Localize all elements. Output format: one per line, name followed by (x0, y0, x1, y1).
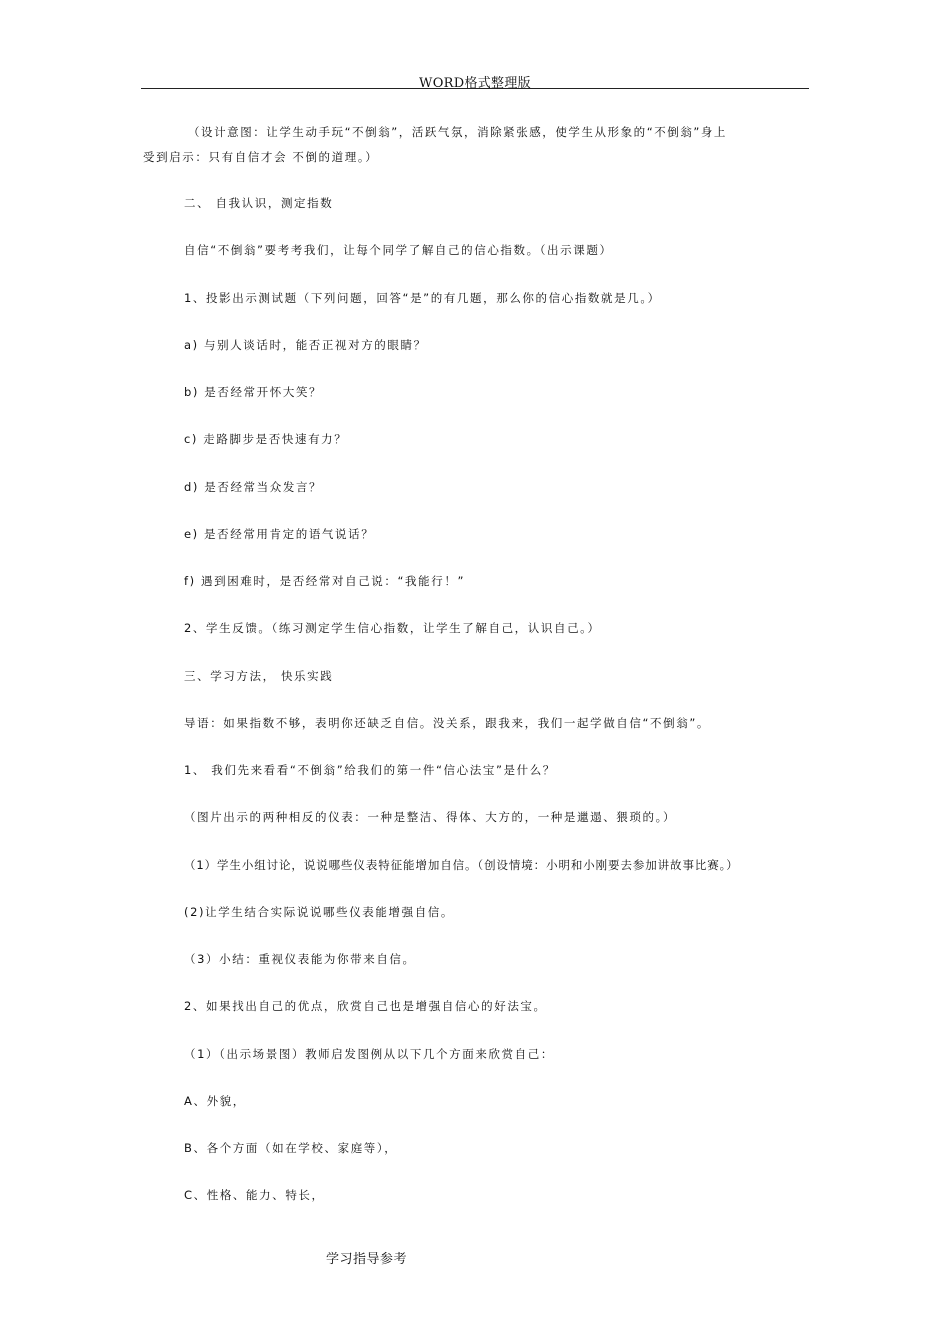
list-item: e) 是否经常用肯定的语气说话？ (184, 527, 375, 541)
text-line: 1、投影出示测试题（下列问题，回答“是”的有几题，那么你的信心指数就是几。） (184, 291, 661, 305)
list-item: d) 是否经常当众发言？ (184, 480, 323, 494)
list-item: f) 遇到困难时，是否经常对自己说：“我能行！” (184, 574, 466, 588)
text-line: （1）学生小组讨论，说说哪些仪表特征能增加自信。（创设情境：小明和小刚要去参加讲故事比赛。） (184, 858, 739, 872)
page-footer: 学习指导参考 (326, 1252, 408, 1267)
text-line: 受到启示：只有自信才会 不倒的道理。） (143, 150, 379, 164)
header-divider (141, 88, 809, 89)
text-line: 自信“不倒翁”要考考我们，让每个同学了解自己的信心指数。（出示课题） (184, 243, 613, 257)
text-line: （图片出示的两种相反的仪表：一种是整洁、得体、大方的，一种是邋遢、猥琐的。） (184, 810, 677, 824)
text-line: (2)让学生结合实际说说哪些仪表能增强自信。 (184, 905, 454, 919)
text-line: （设计意图：让学生动手玩“不倒翁”，活跃气氛，消除紧张感，使学生从形象的“不倒翁”身上 (188, 125, 727, 139)
text-line: 导语：如果指数不够，表明你还缺乏自信。没关系，跟我来，我们一起学做自信“不倒翁”。 (184, 716, 711, 730)
section-heading: 三、学习方法， 快乐实践 (184, 669, 334, 683)
text-line: 2、学生反馈。（练习测定学生信心指数，让学生了解自己，认识自己。） (184, 621, 601, 635)
page-header-title: WORD格式整理版 (419, 76, 531, 91)
list-item: b) 是否经常开怀大笑？ (184, 385, 323, 399)
list-item: c) 走路脚步是否快速有力？ (184, 432, 348, 446)
list-item: A、外貌， (184, 1094, 246, 1108)
text-line: 2、如果找出自己的优点，欣赏自己也是增强自信心的好法宝。 (184, 999, 547, 1013)
text-line: （1）（出示场景图）教师启发图例从以下几个方面来欣赏自己： (184, 1047, 554, 1061)
text-line: 1、 我们先来看看“不倒翁”给我们的第一件“信心法宝”是什么？ (184, 763, 556, 777)
section-heading: 二、 自我认识，测定指数 (184, 196, 334, 210)
list-item: B、各个方面（如在学校、家庭等）， (184, 1141, 398, 1155)
list-item: C、性格、能力、特长， (184, 1188, 325, 1202)
text-line: （3）小结：重视仪表能为你带来自信。 (184, 952, 416, 966)
list-item: a) 与别人谈话时，能否正视对方的眼睛？ (184, 338, 427, 352)
